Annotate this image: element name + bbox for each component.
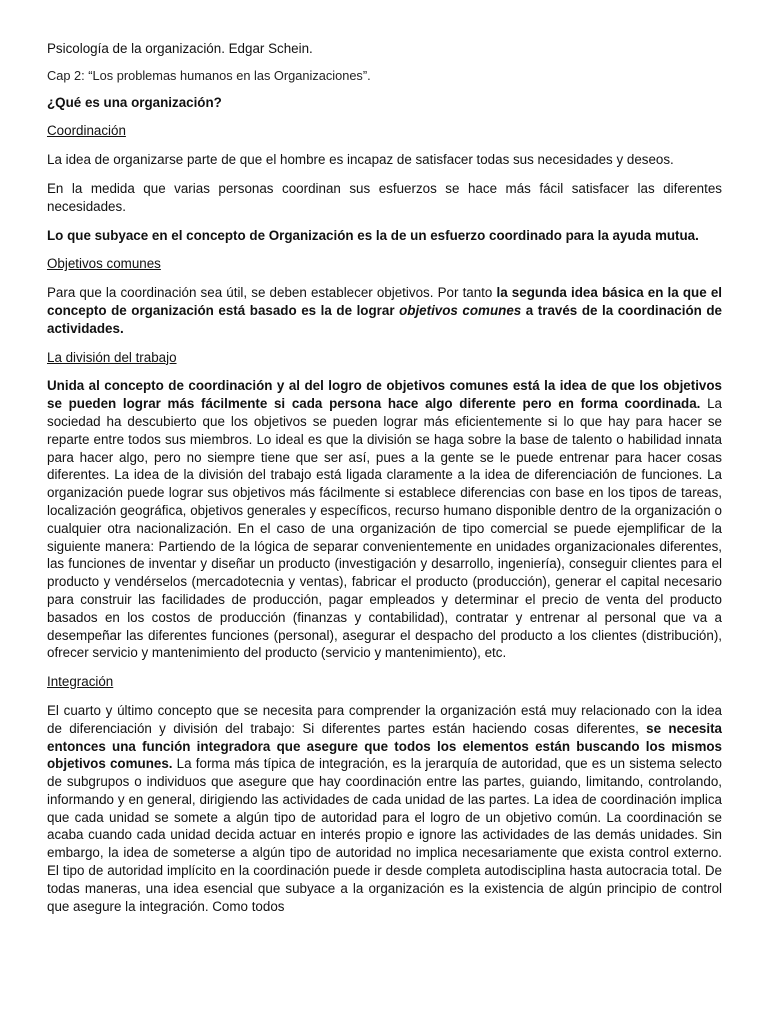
text-span: El cuarto y último concepto que se necesita para comprender la organización está muy relacionado con la idea de diferenciación y división del trabajo: Si diferentes partes están haciendo cosas diferentes,	[47, 702, 722, 736]
bold-italic-text	[399, 303, 521, 318]
document-page	[47, 40, 722, 926]
bold-text: la segunda idea básica en la que el concepto de organización está basado es la de lograr	[47, 285, 722, 318]
bold-text: Lo que subyace en el concepto de Organización es la de un esfuerzo coordinado para la ayuda mutua.	[47, 227, 699, 243]
bold-text: Unida al concepto de coordinación y al del logro de objetivos comunes está la idea de que los objetivos se pueden lograr más fácilmente si cada persona hace algo diferente pero en forma coordinada.	[47, 378, 722, 412]
section-question: ¿Qué es una organización?	[47, 94, 222, 110]
bold-text: a través de la coordinación de actividades.	[47, 302, 722, 336]
paragraph-coordinacion-1: La idea de organizarse parte de que el hombre es incapaz de satisfacer todas sus necesidades y deseos.	[47, 152, 674, 168]
italic-text: objetivos comunes	[399, 302, 522, 318]
paragraph-coordinacion-2: En la medida que varias personas coordinan sus esfuerzos se hace más fácil satisfacer las diferentes necesidades.	[47, 180, 722, 214]
text-span: La sociedad ha descubierto que los objetivos se pueden lograr más eficientemente si lo que hay para hacer se reparte entre todos sus miembros. Lo ideal es que la división se haga sobre la base de talento o habilidad innata para hacer algo, pero no siempre tiene que ser así, pues a la gente se le puede entrenar para hacer cosas diferentes. La idea de la división del trabajo está ligada claramente a la idea de diferenciación de funciones. La organización puede lograr sus objetivos más fácilmente si establece diferencias con base en los tipos de tareas, localización geográfica, objetivos generales y específicos, recurso humano disponible dentro de la organización o cualquier otra nacionalización. En el caso de una organización de tipo comercial se puede ejemplificar de la siguiente manera: Partiendo de la lógica de separar convenientemente en unidades organizacionales diferentes, las funciones de inventar y diseñar un producto (investigación y desarrollo, ingeniería), conseguir clientes para el producto y vendérselos (mercadotecnia y ventas), fabricar el producto (producción), generar el capital necesario para construir las facilidades de producción, pagar empleados y determinar el precio de venta del producto basados en los costos de producción (finanzas y contabilidad), contratar y entrenar al personal que va a desempeñar las diferentes funciones (personal), asegurar el despacho del producto a los clientes (distribución), ofrecer servicio y mantenimiento del producto (servicio y mantenimiento), etc.	[47, 396, 722, 661]
paragraph-objetivos	[47, 284, 722, 337]
heading-objetivos-comunes: Objetivos comunes	[47, 256, 161, 272]
bold-text: se necesita entonces una función integradora que asegure que todos los elementos están buscando los mismos objetivos comunes.	[47, 720, 722, 772]
document-title: Psicología de la organización. Edgar Schein.	[47, 41, 313, 56]
text-span: La forma más típica de integración, es la jerarquía de autoridad, que es un sistema selecto de subgrupos o individuos que asegure que hay coordinación entre las partes, guiando, limitando, controlando, informando y en general, dirigiendo las actividades de cada unidad de las partes. La idea de coordinación implica que cada unidad se somete a algún tipo de autoridad para el logro de un objetivo común. La coordinación se acaba cuando cada unidad decida actuar en interés propio e ignore las actividades de las demás unidades. Sin embargo, la idea de someterse a algún tipo de autoridad no implica necesariamente que exista control externo. El tipo de autoridad implícito en la coordinación puede ir desde completa autodisciplina hasta autocracia total. De todas maneras, una idea esencial que subyace a la organización es la existencia de algún principio de control que asegure la integración. Como todos	[47, 756, 722, 914]
heading-division-trabajo: La división del trabajo	[47, 349, 177, 365]
heading-coordinacion: Coordinación	[47, 123, 126, 139]
paragraph-division	[47, 377, 722, 662]
paragraph-integracion	[47, 702, 722, 916]
chapter-title: Cap 2: “Los problemas humanos en las Organizaciones”.	[47, 67, 371, 83]
heading-integracion: Integración	[47, 674, 114, 690]
text-span: Para que la coordinación sea útil, se deben establecer objetivos. Por tanto	[47, 285, 497, 301]
paragraph-coordinacion-3	[47, 227, 722, 245]
